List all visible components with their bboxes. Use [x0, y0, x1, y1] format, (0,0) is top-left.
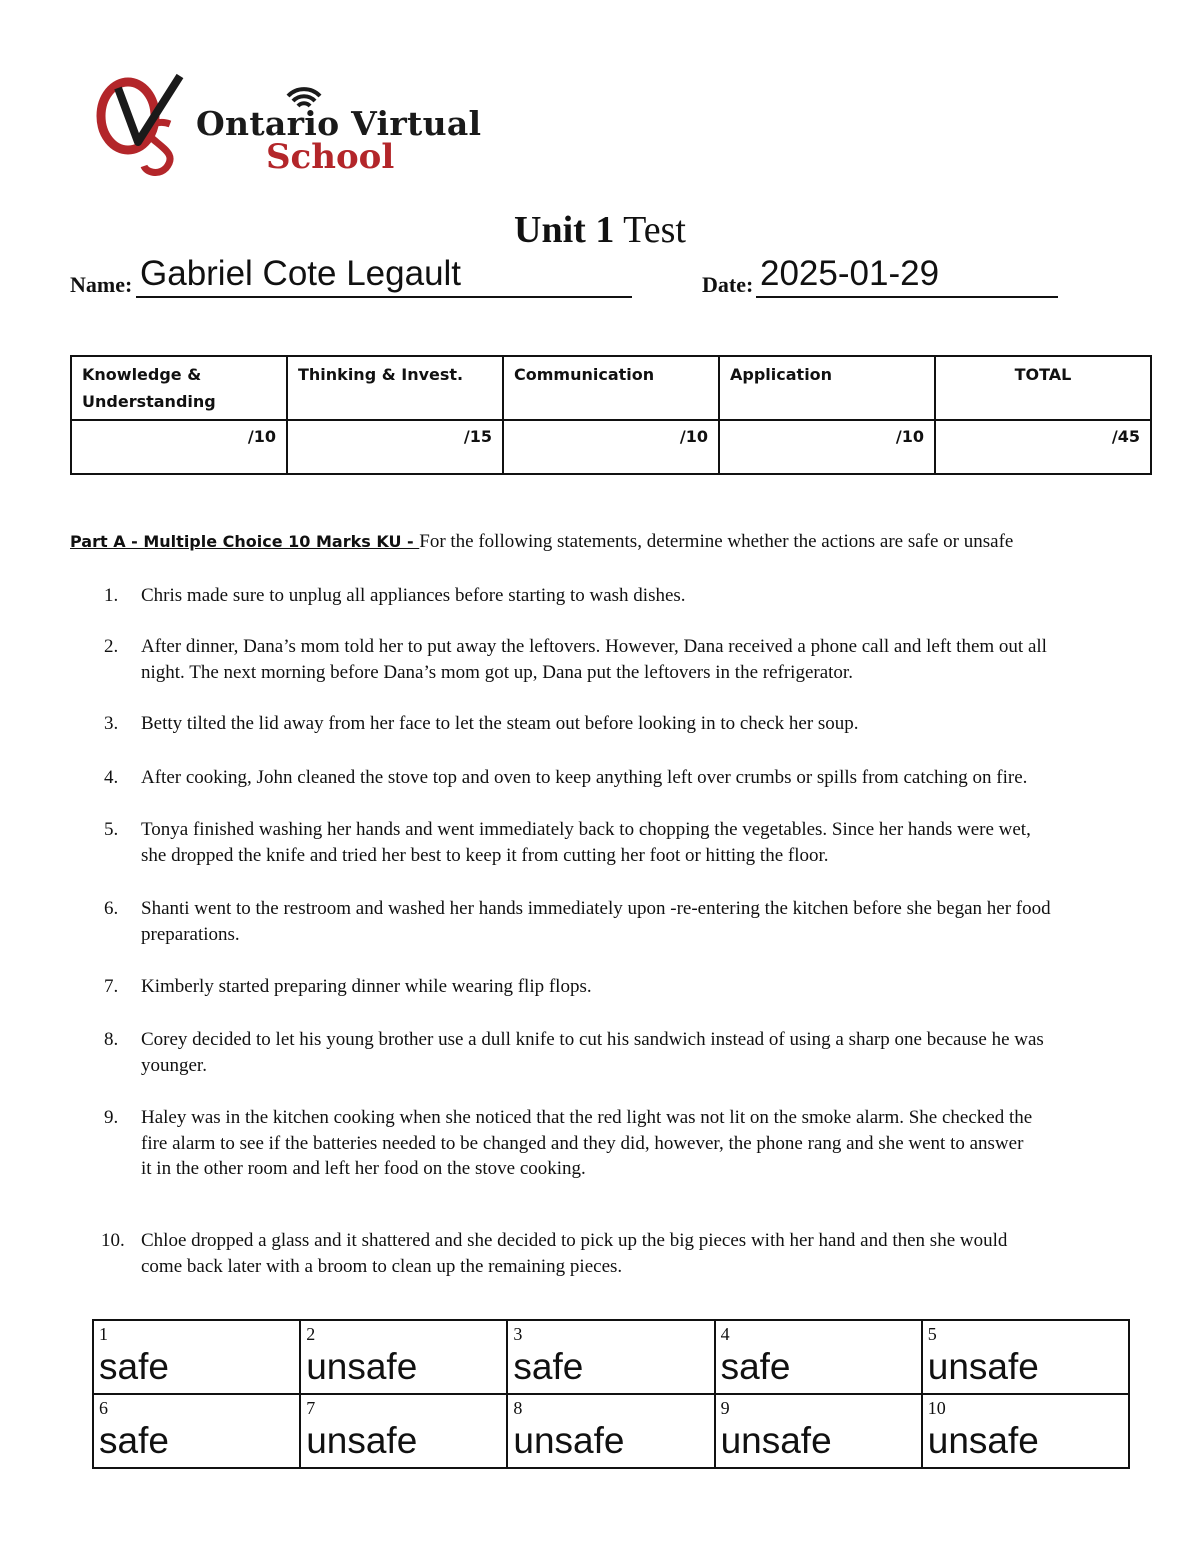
- title-bold: Unit 1: [514, 209, 615, 251]
- part-a-label: Part A - Multiple Choice 10 Marks KU -: [70, 532, 420, 551]
- name-label: Name:: [70, 272, 133, 297]
- name-underline: [136, 296, 632, 298]
- thinking-score: /15: [287, 420, 503, 474]
- application-header: Application: [719, 356, 935, 420]
- application-score: /10: [719, 420, 935, 474]
- answer-cell[interactable]: 4 safe: [715, 1320, 922, 1394]
- date-label: Date:: [702, 272, 754, 297]
- logo-text-line2: School: [266, 137, 395, 177]
- answer-cell[interactable]: 2 unsafe: [300, 1320, 507, 1394]
- date-value[interactable]: 2025-01-29: [760, 254, 940, 293]
- total-score: /45: [935, 420, 1151, 474]
- name-value[interactable]: Gabriel Cote Legault: [140, 254, 462, 293]
- part-a-instructions: For the following statements, determine whether the actions are safe or unsafe: [419, 531, 1014, 552]
- answer-cell[interactable]: 9 unsafe: [715, 1394, 922, 1468]
- communication-score: /10: [503, 420, 719, 474]
- answer-cell[interactable]: 3 safe: [507, 1320, 714, 1394]
- answer-cell[interactable]: 5 unsafe: [922, 1320, 1129, 1394]
- communication-header: Communication: [503, 356, 719, 420]
- logo-text-line1: Ontario Virtual: [196, 104, 482, 143]
- marks-table: [70, 355, 1152, 475]
- date-underline: [756, 296, 1058, 298]
- ku-score: /10: [71, 420, 287, 474]
- answer-cell[interactable]: 6 safe: [93, 1394, 300, 1468]
- total-header: TOTAL: [935, 356, 1151, 420]
- answer-table: [92, 1319, 1130, 1469]
- answer-cell[interactable]: 1 safe: [93, 1320, 300, 1394]
- part-a-heading: [70, 531, 1013, 553]
- answer-cell[interactable]: 10 unsafe: [922, 1394, 1129, 1468]
- page-title: [0, 208, 1200, 252]
- ku-header: Knowledge & Understanding: [71, 356, 287, 420]
- title-rest: Test: [614, 209, 686, 251]
- thinking-header: Thinking & Invest.: [287, 356, 503, 420]
- answer-cell[interactable]: 8 unsafe: [507, 1394, 714, 1468]
- answer-cell[interactable]: 7 unsafe: [300, 1394, 507, 1468]
